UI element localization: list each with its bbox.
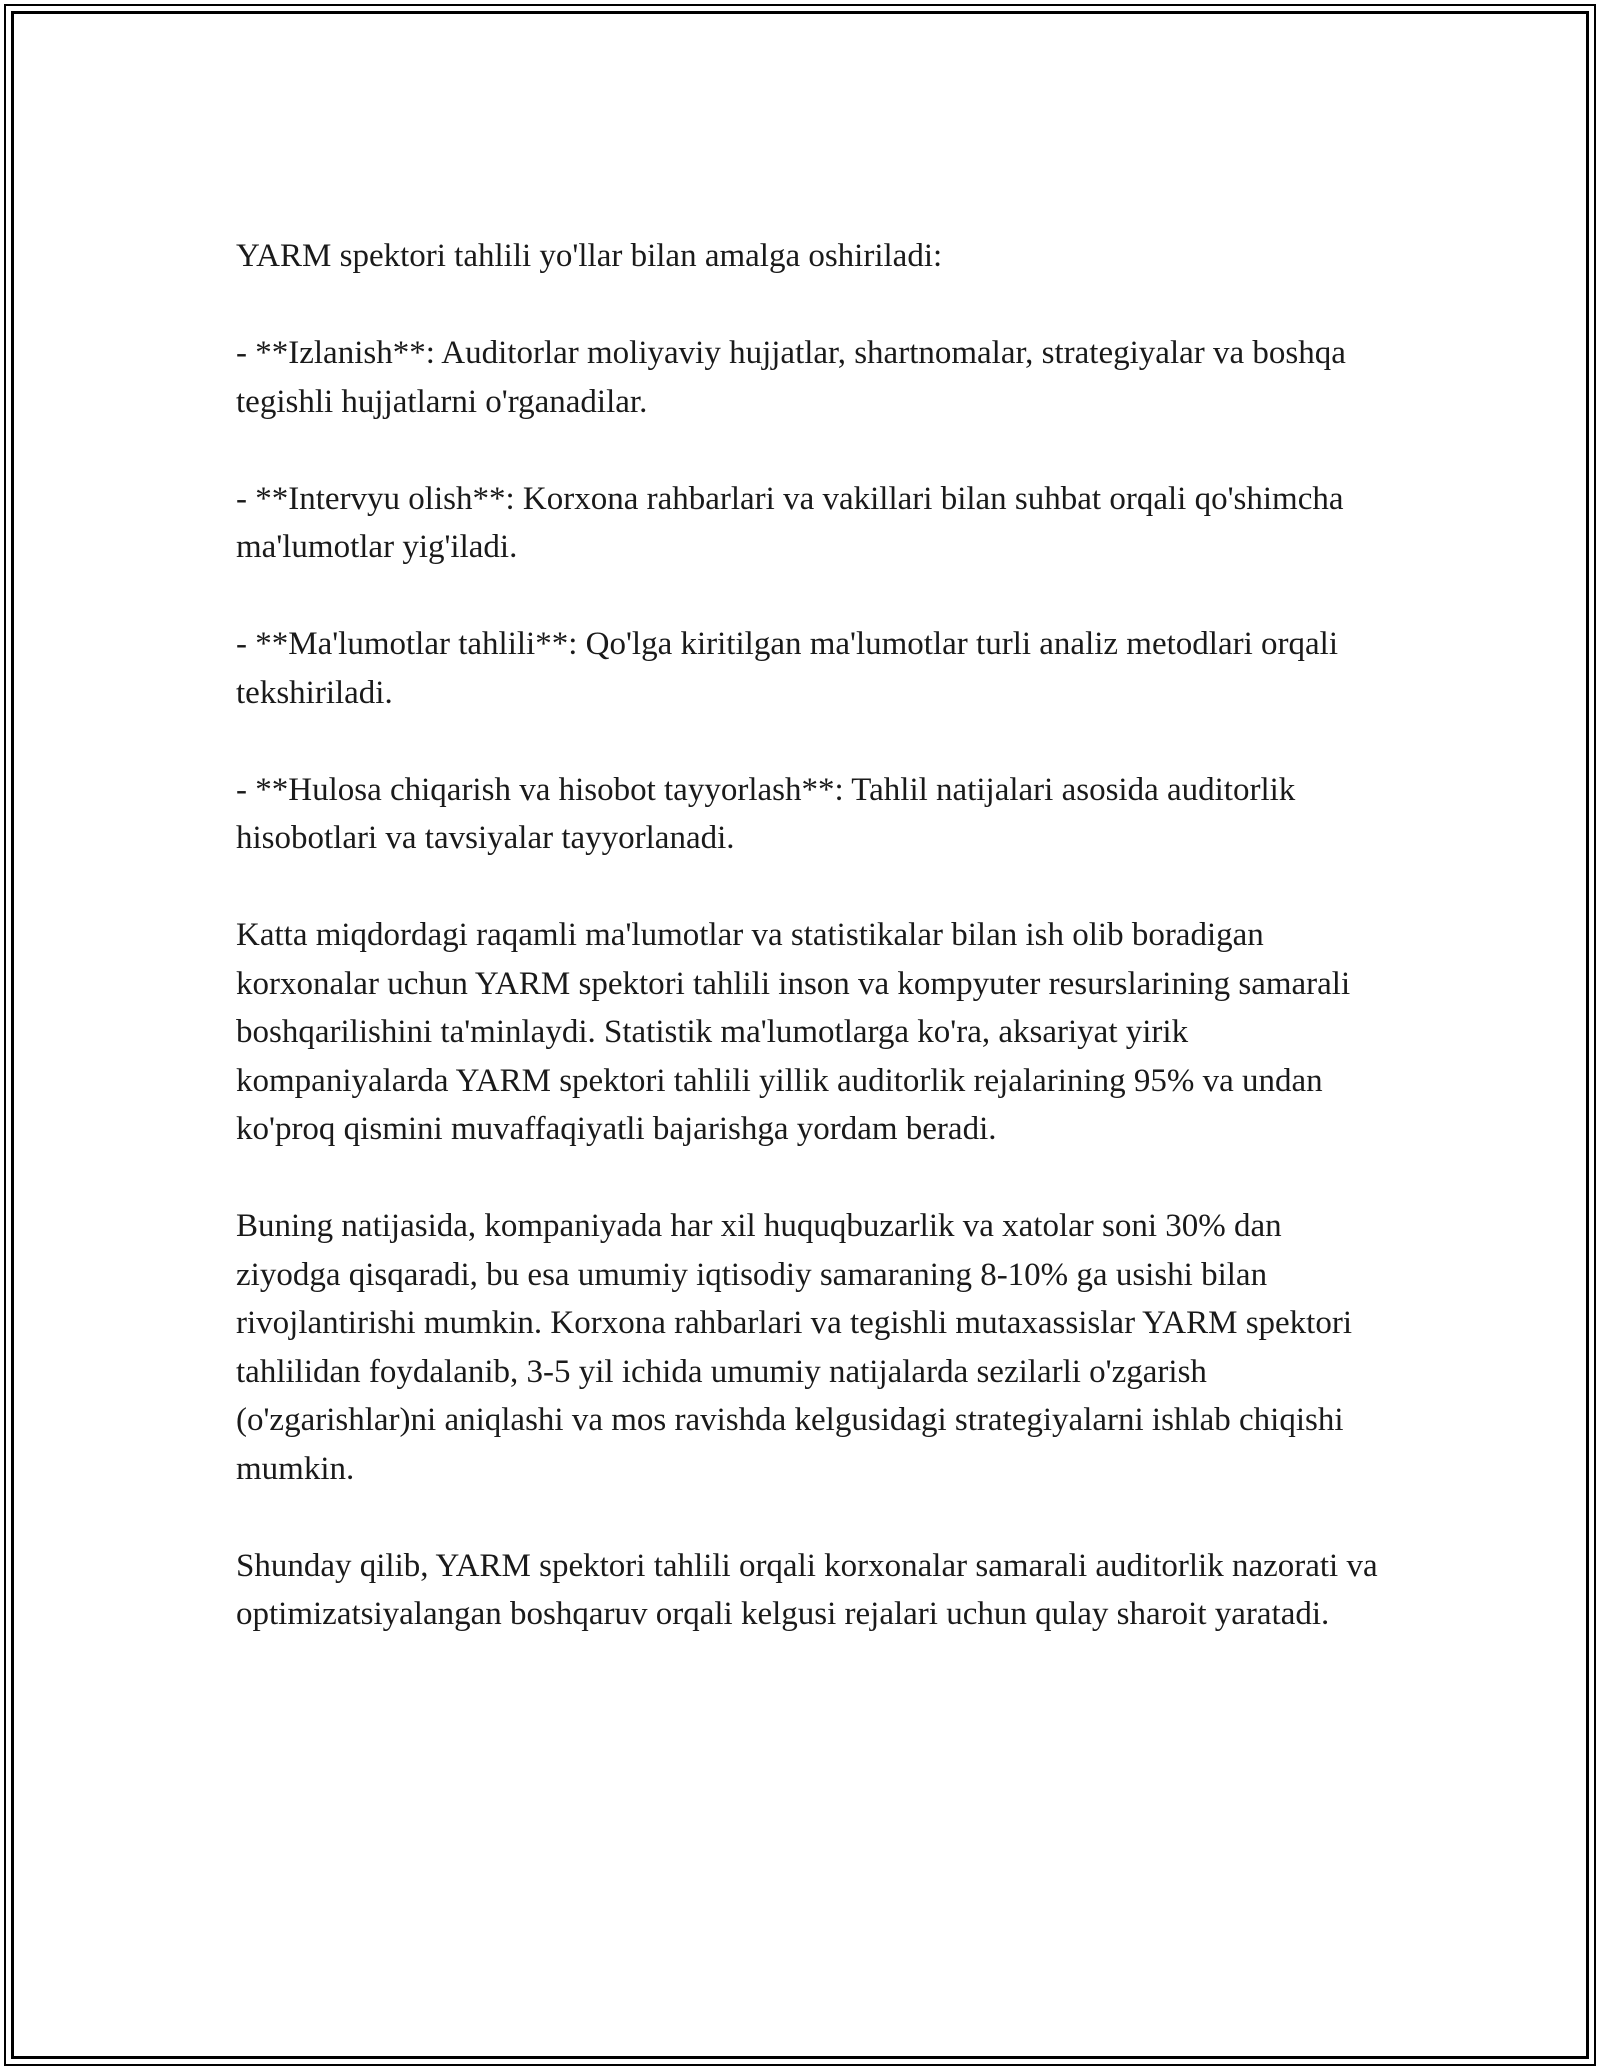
bullet-hulosa: - **Hulosa chiqarish va hisobot tayyorlash**: Tahlil natijalari asosida auditorlik hisobotlari va tavsiyalar tayyorlanadi.	[236, 771, 1304, 856]
paragraph-results: Buning natijasida, kompaniyada har xil huquqbuzarlik va xatolar soni 30% dan ziyodga qisqaradi, bu esa umumiy iqtisodiy samaraning 8-10% ga usishi bilan rivojlantirishi mumkin. Korxona rahbarlari va tegishli mutaxassislar YARM spektori tahlilidan foydalanib, 3-5 yil ichida umumiy natijalarda sezilarli o'zgarish (o'zgarishlar)ni aniqlashi va mos ravishda kelgusidagi strategiyalarni ishlab chiqishi mumkin.	[236, 1208, 1361, 1487]
bullet-izlanish: - **Izlanish**: Auditorlar moliyaviy hujjatlar, shartnomalar, strategiyalar va boshqa tegishli hujjatlarni o'rganadilar.	[236, 335, 1355, 420]
intro-line: YARM spektori tahlili yo'llar bilan amalga oshiriladi:	[236, 238, 943, 274]
bullet-intervyu: - **Intervyu olish**: Korxona rahbarlari va vakillari bilan suhbat orqali qo'shimcha ma'lumotlar yig'iladi.	[236, 480, 1352, 565]
paragraph-conclusion: Shunday qilib, YARM spektori tahlili orqali korxonalar samarali auditorlik nazorati va optimizatsiyalangan boshqaruv orqali kelgusi rejalari uchun qulay sharoit yaratadi.	[236, 1547, 1386, 1632]
document-body	[236, 232, 1386, 1687]
paragraph-resources: Katta miqdordagi raqamli ma'lumotlar va statistikalar bilan ish olib boradigan korxonalar uchun YARM spektori tahlili inson va kompyuter resurslarining samarali boshqarilishini ta'minlaydi. Statistik ma'lumotlarga ko'ra, aksariyat yirik kompaniyalarda YARM spektori tahlili yillik auditorlik rejalarining 95% va undan ko'proq qismini muvaffaqiyatli bajarishga yordam beradi.	[236, 917, 1359, 1147]
bullet-malumotlar-tahlili: - **Ma'lumotlar tahlili**: Qo'lga kiritilgan ma'lumotlar turli analiz metodlari orqali tekshiriladi.	[236, 626, 1347, 711]
